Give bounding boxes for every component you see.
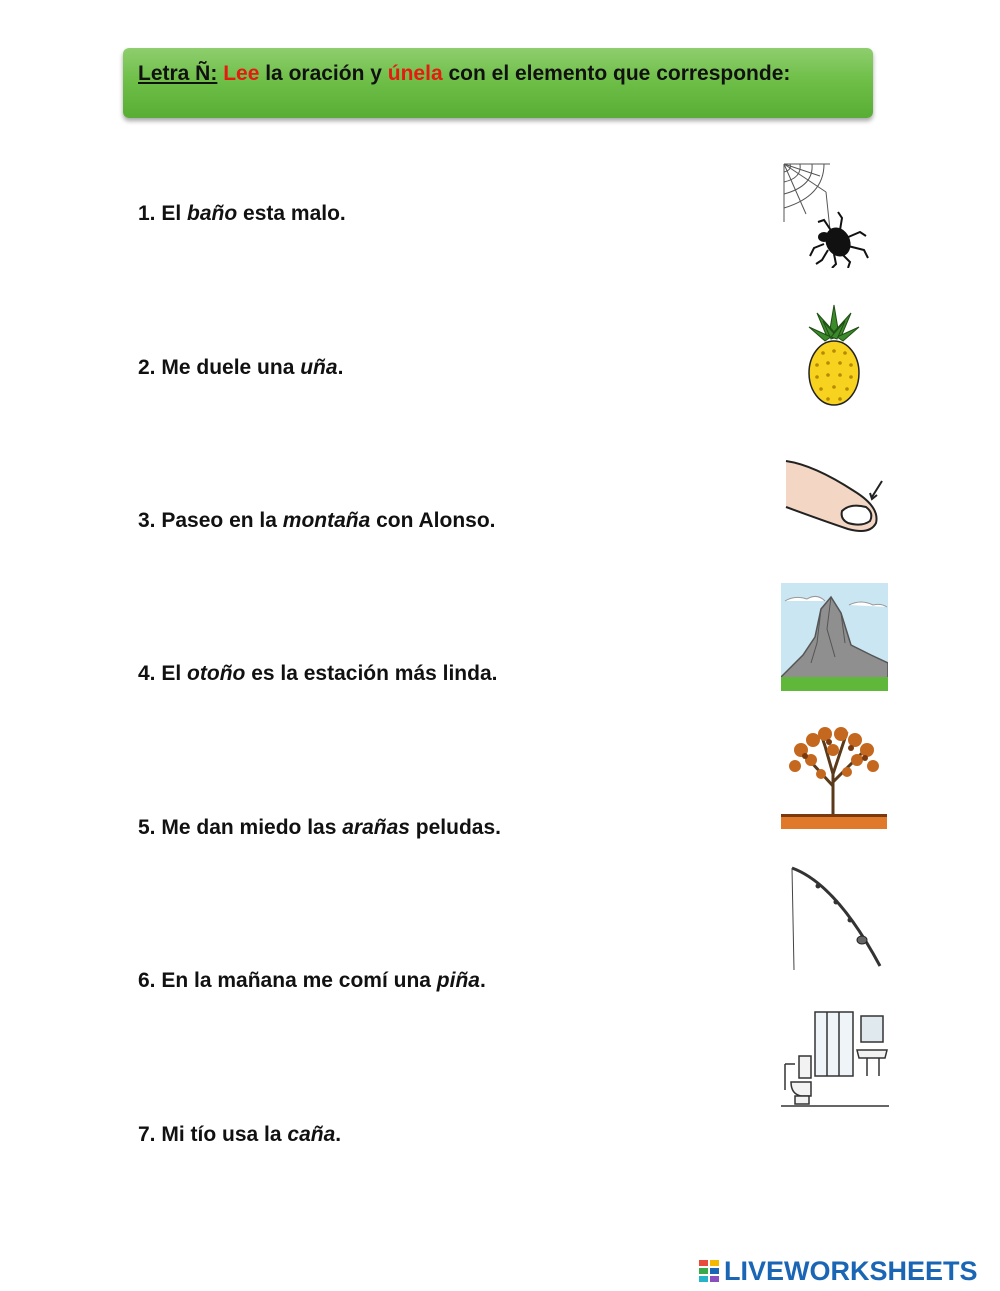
spider-web-picture[interactable] [780,162,872,268]
target-word: baño [187,202,238,225]
sentence-4[interactable]: 4. El otoño es la estación más linda. [138,662,498,685]
sentence-7[interactable]: 7. Mi tío usa la caña. [138,1123,342,1146]
target-word: montaña [282,509,371,532]
sentence-6[interactable]: 6. En la mañana me comí una piña. [138,969,486,992]
liveworksheets-logo[interactable] [698,1255,978,1287]
instruction-end: con el elemento que corresponde: [442,62,791,85]
mountain-picture[interactable] [781,583,888,691]
target-word: arañas [342,816,410,839]
target-word: piña [436,969,480,992]
brand-name: LIVEWORKSHEETS [724,1255,978,1286]
fishing-rod-picture[interactable] [786,864,884,972]
instruction-mid: la oración y [259,62,388,85]
instruction-banner [123,48,873,118]
sentence-2[interactable]: 2. Me duele una uña. [138,356,344,379]
liveworksheets-logo-icon [698,1259,720,1283]
sentence-1[interactable]: 1. El baño esta malo. [138,202,346,225]
sentence-3[interactable]: 3. Paseo en la montaña con Alonso. [138,509,496,532]
sentence-5[interactable]: 5. Me dan miedo las arañas peludas. [138,816,501,839]
keyword-join: únela [387,62,443,85]
target-word: caña [287,1123,336,1146]
letter-label: Letra Ñ: [138,62,218,85]
pineapple-picture[interactable] [803,303,865,407]
fingernail-picture[interactable] [784,455,888,537]
instruction-text [138,62,790,86]
target-word: otoño [187,662,246,685]
target-word: uña [300,356,338,379]
bathroom-picture[interactable] [781,1006,889,1110]
keyword-read: Lee [223,62,260,85]
autumn-tree-picture[interactable] [781,726,887,829]
